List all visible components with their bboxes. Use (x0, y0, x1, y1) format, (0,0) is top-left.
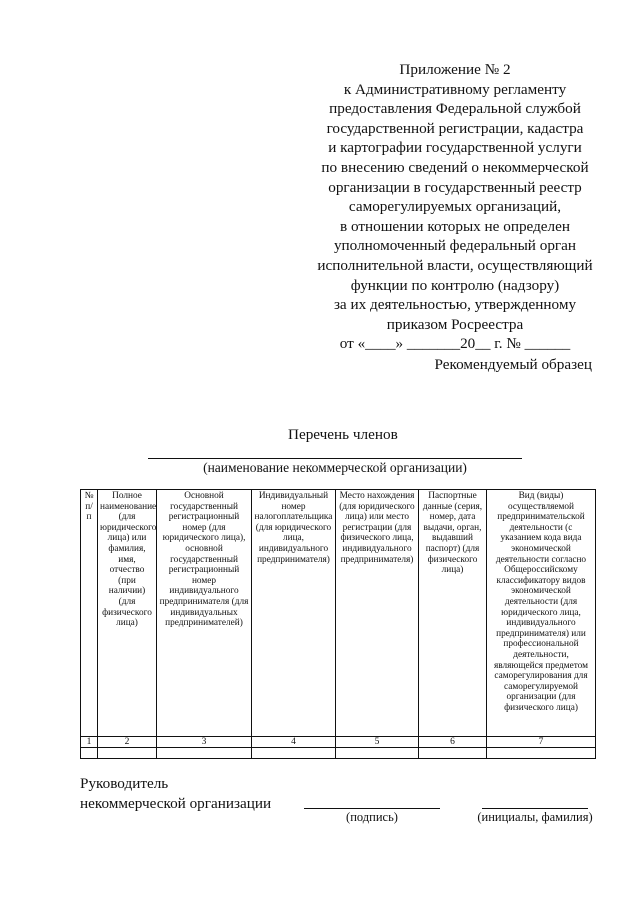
name-caption: (инициалы, фамилия) (477, 810, 593, 824)
empty-cell[interactable] (252, 748, 336, 759)
signature-caption: (подпись) (346, 810, 398, 824)
annex-line: к Административному регламенту (343, 80, 567, 98)
header-cell: Паспортные данные (серия, номер, дата выдачи, орган, выдавший паспорт) (для физического лица) (419, 490, 487, 737)
empty-cell[interactable] (98, 748, 157, 759)
annex-line: приказом Росреестра (386, 315, 524, 333)
signature-line (304, 808, 440, 809)
empty-cell[interactable] (336, 748, 419, 759)
column-number: 6 (419, 737, 487, 748)
recommended-sample-label: Рекомендуемый образец (434, 356, 592, 373)
column-number: 1 (81, 737, 98, 748)
annex-line: организации в государственный реестр (328, 178, 582, 196)
annex-line: в отношении которых не определен (340, 217, 570, 235)
annex-line: и картографии государственной услуги (328, 139, 582, 157)
signatory-label-line: некоммерческой организации (80, 794, 272, 812)
annex-line: функции по контролю (надзору) (350, 276, 560, 294)
header-row (81, 490, 596, 737)
empty-data-row (81, 748, 596, 759)
annex-line: Приложение № 2 (399, 61, 511, 78)
name-line (482, 808, 588, 809)
members-table (80, 489, 596, 759)
signatory-label (80, 774, 271, 813)
header-cell: Вид (виды) осуществляемой предпринимательской деятельности (с указанием кода вида экономической деятельности согласно Общероссийскому классификатору видов экономической деятельности (для юридического лица, индивидуального предпринимателя) или профессиональной деятельности, являющейся предметом саморегулирования для саморегулируемой организации (для физического лица) (487, 490, 596, 737)
empty-cell[interactable] (81, 748, 98, 759)
annex-header (300, 60, 610, 354)
annex-line: предоставления Федеральной службой (329, 100, 581, 118)
column-number: 2 (98, 737, 157, 748)
org-name-caption: (наименование некоммерческой организации) (203, 460, 467, 475)
list-title: Перечень членов (288, 426, 398, 443)
empty-cell[interactable] (419, 748, 487, 759)
column-number: 4 (252, 737, 336, 748)
empty-cell[interactable] (487, 748, 596, 759)
column-number: 3 (157, 737, 252, 748)
annex-line: государственной регистрации, кадастра (326, 119, 584, 137)
header-cell: Основной государственный регистрационный номер (для юридического лица), основной государственный регистрационный номер индивидуального предпринимателя (для индивидуальных предпринимателей) (157, 490, 252, 737)
column-number: 5 (336, 737, 419, 748)
empty-cell[interactable] (157, 748, 252, 759)
annex-date-line: от «____» _______20__ г. № ______ (339, 335, 571, 353)
column-number: 7 (487, 737, 596, 748)
annex-line: по внесению сведений о некоммерческой (321, 158, 589, 176)
org-name-line (148, 458, 522, 459)
annex-line: саморегулируемых организаций, (348, 198, 562, 216)
annex-line: за их деятельностью, утвержденному (333, 296, 577, 314)
column-number-row (81, 737, 596, 748)
header-cell: Индивидуальный номер налогоплательщика (для юридического лица, индивидуального предпринимателя) (252, 490, 336, 737)
header-cell: Полное наименование (для юридического лица) или фамилия, имя, отчество (при наличии) (для физического лица) (98, 490, 157, 737)
signatory-label-line: Руководитель (80, 775, 169, 792)
annex-line: исполнительной власти, осуществляющий (317, 256, 593, 274)
header-cell: № п/п (81, 490, 98, 737)
annex-line: уполномоченный федеральный орган (333, 237, 577, 255)
header-cell: Место нахождения (для юридического лица) или место регистрации (для физического лица, индивидуального предпринимателя) (336, 490, 419, 737)
